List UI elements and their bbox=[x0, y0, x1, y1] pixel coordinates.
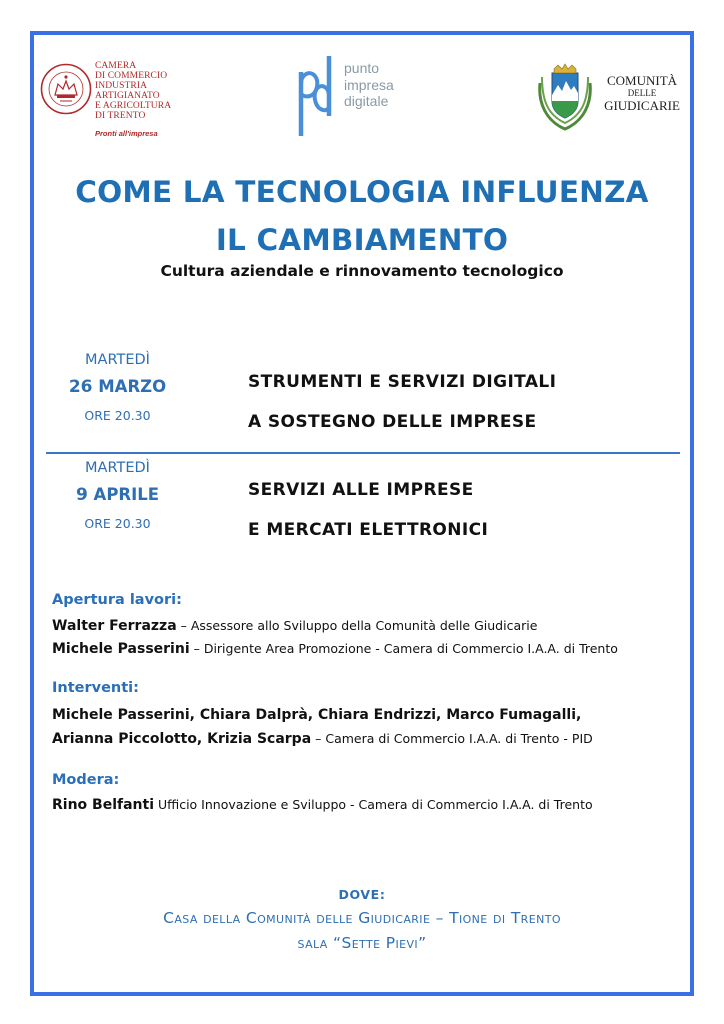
heading-colon: : bbox=[113, 772, 120, 788]
title-line-1: COME LA TECNOLOGIA INFLUENZA bbox=[75, 175, 649, 209]
talks-speakers-line bbox=[52, 707, 581, 723]
session-time: ORE 20.30 bbox=[84, 408, 151, 423]
comunita-line: DELLE bbox=[627, 88, 657, 98]
moderator-line bbox=[52, 797, 593, 813]
speaker-role: – Dirigente Area Promozione - Camera di Commercio I.A.A. di Trento bbox=[189, 641, 618, 656]
session-1-date bbox=[50, 350, 185, 424]
cciaa-line: DI TRENTO bbox=[95, 111, 146, 121]
comunita-line: GIUDICARIE bbox=[604, 98, 680, 113]
speaker-affiliation: – Camera di Commercio I.A.A. di Trento - PID bbox=[311, 731, 593, 746]
comunita-line: COMUNITÀ bbox=[606, 73, 678, 88]
speaker-line bbox=[52, 641, 618, 657]
location-room: sala “Sette Pievi” bbox=[297, 934, 427, 952]
moderator-heading bbox=[52, 772, 119, 788]
moderator-heading-text: Modera bbox=[52, 772, 114, 788]
talks-speakers-line bbox=[52, 731, 593, 747]
moderator-role: Ufficio Innovazione e Sviluppo - Camera di Commercio I.A.A. di Trento bbox=[154, 797, 593, 812]
session-day: MARTEDÌ bbox=[85, 460, 150, 476]
cciaa-tagline: Pronti all'impresa bbox=[95, 129, 158, 138]
speaker-name: Michele Passerini bbox=[52, 641, 190, 657]
cciaa-line: E AGRICOLTURA bbox=[95, 101, 172, 111]
session-title-line: SERVIZI ALLE IMPRESE bbox=[248, 480, 474, 500]
talks-heading bbox=[52, 680, 139, 696]
speaker-role: – Assessore allo Sviluppo della Comunità delle Giudicarie bbox=[176, 618, 538, 633]
moderator-name: Rino Belfanti bbox=[52, 797, 154, 813]
coat-of-arms-icon bbox=[536, 63, 594, 131]
session-day: MARTEDÌ bbox=[85, 352, 150, 368]
pid-line: digitale bbox=[344, 93, 389, 109]
session-title-line: E MERCATI ELETTRONICI bbox=[248, 520, 489, 540]
location-venue: Casa della Comunità delle Giudicarie – Tione di Trento bbox=[163, 909, 561, 927]
cciaa-line: ARTIGIANATO bbox=[95, 91, 160, 101]
speaker-names: Michele Passerini, Chiara Dalprà, Chiara Endrizzi, Marco Fumagalli, bbox=[52, 707, 582, 723]
session-date bbox=[50, 484, 185, 506]
session-date-month: APRILE bbox=[93, 485, 160, 504]
session-date-month: MARZO bbox=[98, 377, 167, 396]
cciaa-line: DI COMMERCIO bbox=[95, 71, 168, 81]
pid-logo bbox=[296, 56, 426, 140]
comunita-name bbox=[598, 74, 686, 113]
opening-heading bbox=[52, 592, 182, 608]
pid-name bbox=[344, 60, 394, 110]
session-date bbox=[50, 376, 185, 398]
session-date-number: 26 bbox=[68, 377, 93, 397]
title-line-2: IL CAMBIAMENTO bbox=[215, 223, 509, 257]
session-date-number: 9 bbox=[75, 485, 88, 505]
heading-colon: : bbox=[176, 592, 182, 608]
cciaa-name bbox=[95, 61, 171, 121]
session-title-line: STRUMENTI E SERVIZI DIGITALI bbox=[248, 372, 557, 392]
cciaa-logo bbox=[40, 61, 190, 141]
pid-line: punto bbox=[344, 60, 380, 76]
event-subtitle: Cultura aziendale e rinnovamento tecnologico bbox=[160, 262, 564, 280]
talks-heading-text: Interventi bbox=[52, 680, 134, 696]
opening-heading-text: Apertura lavori bbox=[52, 592, 177, 608]
session-2-title bbox=[248, 470, 488, 550]
session-title-line: A SOSTEGNO DELLE IMPRESE bbox=[248, 412, 537, 432]
session-time: ORE 20.30 bbox=[84, 516, 151, 531]
session-1-title bbox=[248, 362, 556, 442]
cciaa-line: CAMERA bbox=[95, 61, 137, 71]
speaker-names: Arianna Piccolotto, Krizia Scarpa bbox=[52, 731, 312, 747]
cciaa-line: INDUSTRIA bbox=[95, 81, 148, 91]
pid-line: impresa bbox=[344, 76, 394, 93]
cciaa-seal-icon bbox=[40, 63, 92, 115]
location-label: DOVE: bbox=[338, 887, 386, 902]
heading-colon: : bbox=[133, 680, 139, 696]
event-title bbox=[40, 168, 684, 264]
pid-mark-icon bbox=[296, 56, 336, 138]
speaker-name: Walter Ferrazza bbox=[52, 618, 177, 634]
comunita-logo bbox=[536, 63, 686, 135]
session-2-date bbox=[50, 458, 185, 532]
session-divider bbox=[46, 452, 680, 454]
speaker-line bbox=[52, 618, 537, 634]
